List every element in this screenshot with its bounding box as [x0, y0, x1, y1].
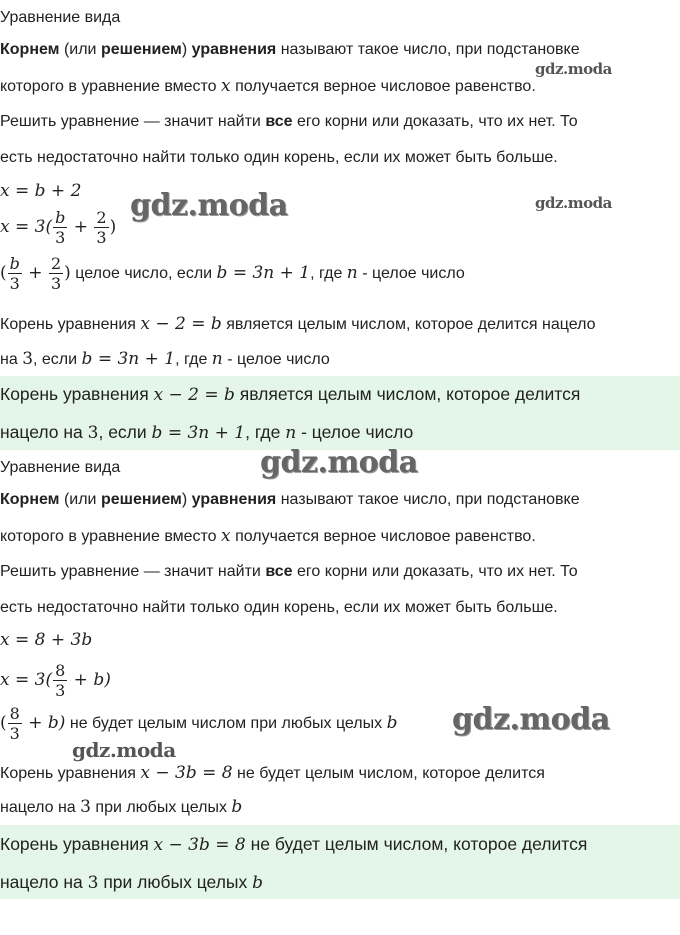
math: b [386, 713, 398, 733]
text: (или [59, 41, 101, 58]
denominator: 3 [50, 274, 62, 294]
block2-highlight-line1 [0, 834, 587, 855]
text: нацело на [0, 872, 88, 892]
block2-equation-3 [0, 703, 397, 744]
term-root: Корнем [0, 491, 60, 508]
term-solution: решением [100, 491, 182, 508]
block1-definition-line2 [0, 76, 536, 97]
watermark: gdz.moda [260, 445, 418, 480]
math: x − 2 = b [153, 385, 235, 405]
text: нацело на [0, 799, 81, 816]
block2-equation-1: x = 8 + 3b [0, 630, 93, 650]
fraction [53, 661, 67, 700]
math: n [346, 263, 358, 283]
term-equation: уравнения [191, 491, 277, 508]
block1-title: Уравнение вида [0, 9, 121, 26]
math: + [68, 217, 94, 237]
text: ) [181, 491, 192, 508]
watermark: gdz.moda [452, 702, 610, 737]
text: - целое число [357, 265, 465, 282]
text: Корень уравнения [0, 834, 154, 854]
numerator: 8 [55, 661, 66, 681]
text: называют такое число, при подстановке [276, 491, 580, 508]
text: получается верное числовое равенство. [230, 528, 536, 545]
text: при любых целых [98, 872, 253, 892]
math: b = 3n + 1 [151, 423, 246, 443]
denominator: 3 [96, 228, 107, 248]
text: которого в уравнение вместо [0, 78, 222, 95]
text: не будет целым числом, которое делится [232, 765, 545, 782]
math: + b) [22, 713, 66, 733]
text: называют такое число, при подстановке [276, 41, 580, 58]
numerator: b [55, 208, 66, 228]
text: (или [59, 491, 101, 508]
block1-definition-line1 [0, 40, 580, 60]
watermark: gdz.moda [72, 738, 176, 762]
text: получается верное числовое равенство. [230, 78, 536, 95]
text: является целым числом, которое делится нацело [221, 316, 596, 333]
math: 3 [87, 423, 99, 443]
numerator: 2 [50, 254, 62, 274]
math: 3 [80, 797, 91, 817]
denominator: 3 [9, 724, 20, 744]
denominator: 3 [55, 228, 66, 248]
text: Корень уравнения [0, 765, 141, 782]
text: - целое число [296, 422, 414, 442]
math: 3 [87, 873, 99, 893]
block1-highlight-line1 [0, 384, 580, 405]
numerator: 8 [9, 704, 20, 724]
term-equation: уравнения [191, 41, 277, 58]
term-root: Корнем [0, 41, 60, 58]
block1-answer-line1 [0, 314, 596, 335]
block1-answer-line2 [0, 349, 330, 370]
block1-equation-2 [0, 207, 116, 248]
numerator: b [9, 254, 20, 274]
text: на [0, 351, 23, 368]
text: его корни или доказать, что их нет. То [292, 113, 578, 130]
block1-equation-3 [0, 253, 465, 294]
math: n [285, 423, 297, 443]
fraction [49, 254, 63, 293]
math: 3 [22, 349, 34, 369]
text: - целое число [222, 351, 330, 368]
denominator: 3 [9, 274, 20, 294]
text: не будет целым числом при любых целых [65, 715, 387, 732]
block2-solve-line2: есть недостаточно найти только один корень, если их может быть больше. [0, 599, 558, 616]
block2-answer-highlight [0, 825, 680, 899]
text: Корень уравнения [0, 384, 154, 404]
math: x − 2 = b [140, 314, 222, 334]
text: Решить уравнение — значит найти [0, 563, 266, 580]
text: нацело на [0, 422, 88, 442]
math: + [22, 263, 48, 283]
text: , где [245, 422, 286, 442]
watermark: gdz.moda [535, 194, 612, 212]
text: целое число, если [70, 265, 217, 282]
text: не будет целым числом, которое делится [245, 834, 588, 854]
text: , где [175, 351, 212, 368]
denominator: 3 [55, 681, 66, 701]
text: при любых целых [90, 799, 232, 816]
math: x − 3b = 8 [153, 835, 246, 855]
math: x = 3( [0, 217, 53, 237]
text: его корни или доказать, что их нет. То [292, 563, 578, 580]
math: x = 3( [0, 670, 53, 690]
block2-equation-2 [0, 660, 111, 701]
term-all: все [265, 563, 293, 580]
math: b = 3n + 1 [81, 349, 176, 369]
block2-answer-line1 [0, 763, 545, 784]
term-solution: решением [100, 41, 182, 58]
text: , где [310, 265, 347, 282]
text: является целым числом, которое делится [234, 384, 581, 404]
watermark: gdz.moda [535, 60, 612, 78]
math: + b) [68, 670, 111, 690]
math: ) [109, 217, 117, 237]
math-x: x [221, 526, 231, 546]
block2-title: Уравнение вида [0, 459, 121, 476]
block1-highlight-line2 [0, 422, 413, 443]
fraction [8, 704, 22, 743]
math: x − 3b = 8 [140, 763, 233, 783]
text: Корень уравнения [0, 316, 141, 333]
block2-answer-line2 [0, 797, 242, 818]
fraction [53, 208, 67, 247]
block2-highlight-line2 [0, 872, 263, 893]
math: b = 3n + 1 [216, 263, 311, 283]
math: b [252, 873, 263, 893]
text: Решить уравнение — значит найти [0, 113, 266, 130]
block2-definition-line1 [0, 490, 580, 510]
block1-equation-1: x = b + 2 [0, 181, 82, 201]
fraction [8, 254, 22, 293]
math-x: x [221, 76, 231, 96]
block1-solve-line1 [0, 112, 578, 132]
text: , если [33, 351, 82, 368]
block2-definition-line2 [0, 526, 536, 547]
math: ) [64, 263, 71, 283]
math: n [211, 349, 223, 369]
block2-solve-line1 [0, 562, 578, 582]
block1-solve-line2: есть недостаточно найти только один корень, если их может быть больше. [0, 149, 558, 166]
math: b [231, 797, 243, 817]
math: ( [0, 713, 7, 733]
watermark: gdz.moda [130, 188, 288, 223]
text: которого в уравнение вместо [0, 528, 222, 545]
term-all: все [265, 113, 293, 130]
text: ) [181, 41, 192, 58]
fraction [94, 208, 108, 247]
text: , если [98, 422, 152, 442]
block1-answer-highlight [0, 376, 680, 450]
numerator: 2 [96, 208, 107, 228]
math: ( [0, 263, 7, 283]
